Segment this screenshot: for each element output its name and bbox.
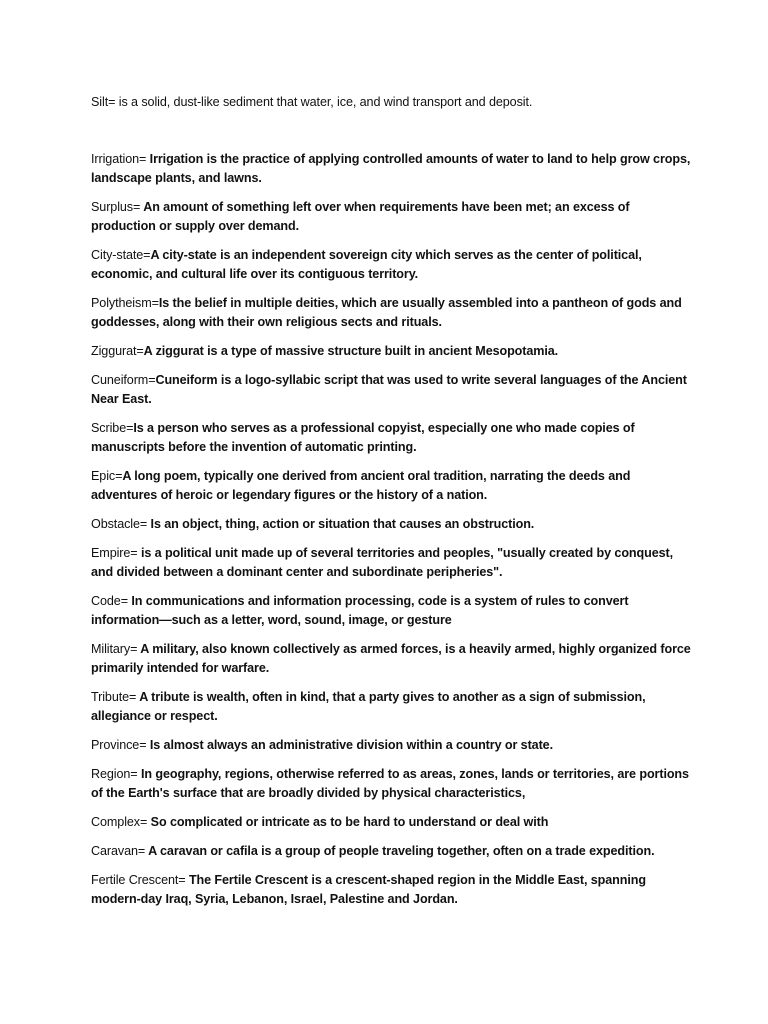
glossary-definition: A tribute is wealth, often in kind, that a party gives to another as a sign of submission, allegiance or respect. — [91, 690, 646, 723]
glossary-entry — [91, 342, 691, 361]
glossary-term: Military= — [91, 642, 138, 656]
glossary-entry — [91, 813, 691, 832]
glossary-definition: A military, also known collectively as armed forces, is a heavily armed, highly organized force primarily intended for warfare. — [91, 642, 691, 675]
glossary-term: Epic= — [91, 469, 123, 483]
glossary-entry — [91, 467, 691, 505]
glossary-entry — [91, 515, 691, 534]
glossary-definition: Is a person who serves as a professional copyist, especially one who made copies of manuscripts before the invention of automatic printing. — [91, 421, 635, 454]
glossary-term: Polytheism= — [91, 296, 159, 310]
glossary-entry — [91, 544, 691, 582]
glossary-entry — [91, 246, 691, 284]
glossary-entry — [91, 736, 691, 755]
glossary-entry — [91, 371, 691, 409]
glossary-term: Silt= — [91, 95, 116, 109]
glossary-term: Complex= — [91, 815, 148, 829]
glossary-term: Surplus= — [91, 200, 141, 214]
glossary-entry — [91, 150, 691, 188]
glossary-definition: The Fertile Crescent is a crescent-shaped region in the Middle East, spanning modern-day Iraq, Syria, Lebanon, Israel, Palestine and Jordan. — [91, 873, 646, 906]
glossary-term: Cuneiform= — [91, 373, 156, 387]
glossary-term: Code= — [91, 594, 128, 608]
glossary-definition: A ziggurat is a type of massive structure built in ancient Mesopotamia. — [143, 344, 559, 358]
glossary-entry — [91, 294, 691, 332]
glossary-definition: Is an object, thing, action or situation that causes an obstruction. — [147, 517, 535, 531]
glossary-entry — [91, 871, 691, 909]
glossary-definition: In geography, regions, otherwise referred to as areas, zones, lands or territories, are portions of the Earth's surface that are broadly divided by physical characteristics, — [91, 767, 689, 800]
glossary-term: Obstacle= — [91, 517, 148, 531]
glossary-term: Scribe= — [91, 421, 134, 435]
glossary-definition: An amount of something left over when requirements have been met; an excess of production or supply over demand. — [91, 200, 630, 233]
glossary-entry — [91, 765, 691, 803]
glossary-definition: Cuneiform is a logo-syllabic script that was used to write several languages of the Ancient Near East. — [91, 373, 687, 406]
glossary-entry — [91, 419, 691, 457]
glossary-entry — [91, 640, 691, 678]
glossary-definition: A caravan or cafila is a group of people traveling together, often on a trade expedition. — [145, 844, 655, 858]
glossary-definition: is a political unit made up of several territories and peoples, "usually created by conquest, and divided between a dominant center and subordinate peripheries". — [91, 546, 674, 579]
glossary-definition: In communications and information processing, code is a system of rules to convert information—such as a letter, word, sound, image, or gesture — [91, 594, 629, 627]
glossary-entry — [91, 93, 691, 112]
glossary-definition: A long poem, typically one derived from ancient oral tradition, narrating the deeds and adventures of heroic or legendary figures or the history of a nation. — [91, 469, 631, 502]
glossary-term: Caravan= — [91, 844, 146, 858]
glossary-definition: A city-state is an independent sovereign city which serves as the center of political, economic, and cultural life over its contiguous territory. — [91, 248, 642, 281]
glossary-entry — [91, 198, 691, 236]
glossary-term: Tribute= — [91, 690, 137, 704]
glossary-entry — [91, 592, 691, 630]
glossary-term: Irrigation= — [91, 152, 147, 166]
glossary-term: Fertile Crescent= — [91, 873, 186, 887]
glossary-entry — [91, 842, 691, 861]
glossary-definition: Irrigation is the practice of applying controlled amounts of water to land to help grow crops, landscape plants, and lawns. — [91, 152, 691, 185]
glossary-definition: Is almost always an administrative division within a country or state. — [146, 738, 553, 752]
glossary-definition: is a solid, dust-like sediment that water, ice, and wind transport and deposit. — [115, 95, 533, 109]
glossary-definition: Is the belief in multiple deities, which are usually assembled into a pantheon of gods and goddesses, along with their own religious sects and rituals. — [91, 296, 682, 329]
glossary-term: Region= — [91, 767, 138, 781]
glossary-term: Province= — [91, 738, 147, 752]
glossary-definition: So complicated or intricate as to be hard to understand or deal with — [147, 815, 549, 829]
glossary-list — [91, 93, 691, 919]
glossary-term: City-state= — [91, 248, 151, 262]
glossary-term: Ziggurat= — [91, 344, 144, 358]
glossary-entry — [91, 688, 691, 726]
glossary-term: Empire= — [91, 546, 138, 560]
